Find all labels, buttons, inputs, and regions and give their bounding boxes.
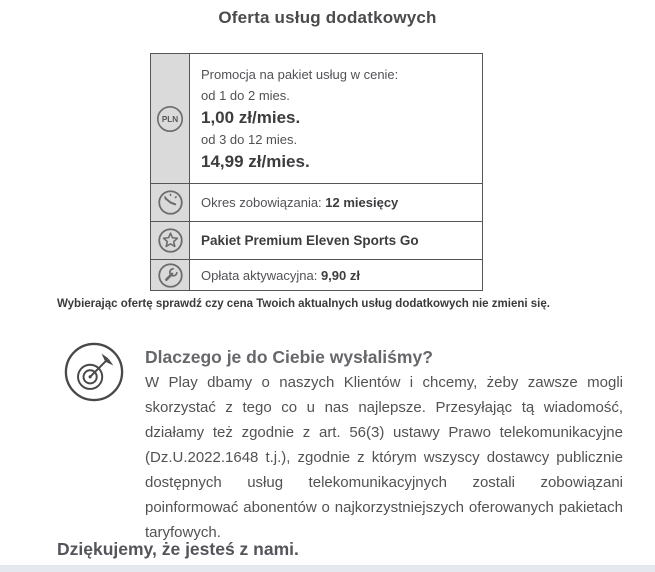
package-name: Pakiet Premium Eleven Sports Go: [201, 233, 419, 248]
table-row-price: [151, 54, 482, 184]
commitment-icon-cell: [151, 184, 190, 221]
commitment-content-cell: [190, 184, 482, 221]
commitment-label: Okres zobowiązania:: [201, 195, 326, 210]
activation-line: [201, 267, 471, 284]
price-intro: Promocja na pakiet usług w cenie:: [201, 67, 399, 82]
package-content-cell: [190, 222, 482, 259]
activation-value: 9,90 zł: [320, 267, 360, 283]
bottom-divider-strip: [0, 565, 655, 572]
closing-message: Dziękujemy, że jesteś z nami.: [57, 539, 299, 559]
wrench-icon: [157, 262, 184, 289]
activation-content-cell: [190, 260, 482, 290]
table-row-commitment: [151, 184, 482, 222]
page-title: Oferta usług dodatkowych: [218, 8, 437, 27]
table-row-package: [151, 222, 482, 260]
gauge-icon: [157, 189, 184, 216]
package-icon-cell: [151, 222, 190, 259]
table-row-activation: [151, 260, 482, 290]
activation-icon-cell: [151, 260, 190, 290]
why-section-heading: Dlaczego je do Ciebie wysłaliśmy?: [145, 347, 433, 367]
offer-table: [150, 53, 483, 291]
pln-badge-icon: [156, 105, 184, 133]
star-icon: [157, 227, 184, 254]
price-value-1: 1,00 zł/mies.: [201, 108, 301, 127]
commitment-value: 12 miesięcy: [325, 195, 399, 210]
price-period-1: od 1 do 2 mies.: [201, 88, 290, 103]
price-icon-cell: [151, 54, 190, 183]
svg-text:PLN: PLN: [161, 114, 179, 124]
price-period-2: od 3 do 12 mies.: [201, 132, 298, 147]
commitment-line: [201, 194, 471, 211]
activation-label: Opłata aktywacyjna:: [201, 267, 321, 283]
dart-target-icon: [63, 341, 125, 403]
price-value-2: 14,99 zł/mies.: [201, 152, 310, 171]
price-content-cell: [190, 54, 482, 183]
price-change-note: Wybierając ofertę sprawdź czy cena Twoich aktualnych usług dodatkowych nie zmieni się.: [57, 298, 550, 310]
why-section-body: W Play dbamy o naszych Klientów i chcemy, żeby zawsze mogli skorzystać z tego co u nas najlepsze. Przesyłając tą wiadomość, działamy też zgodnie z art. 56(3) ustawy Prawo telekomunikacyjne (Dz.U.2022.1648 t.j.), zgodnie z którym wszyscy dostawcy publicznie dostępnych usług telekomunikacyjnych zostali zobowiązani poinformować abonentów o najkorzystniejszych oferowanych pakietach taryfowych.: [145, 374, 623, 541]
